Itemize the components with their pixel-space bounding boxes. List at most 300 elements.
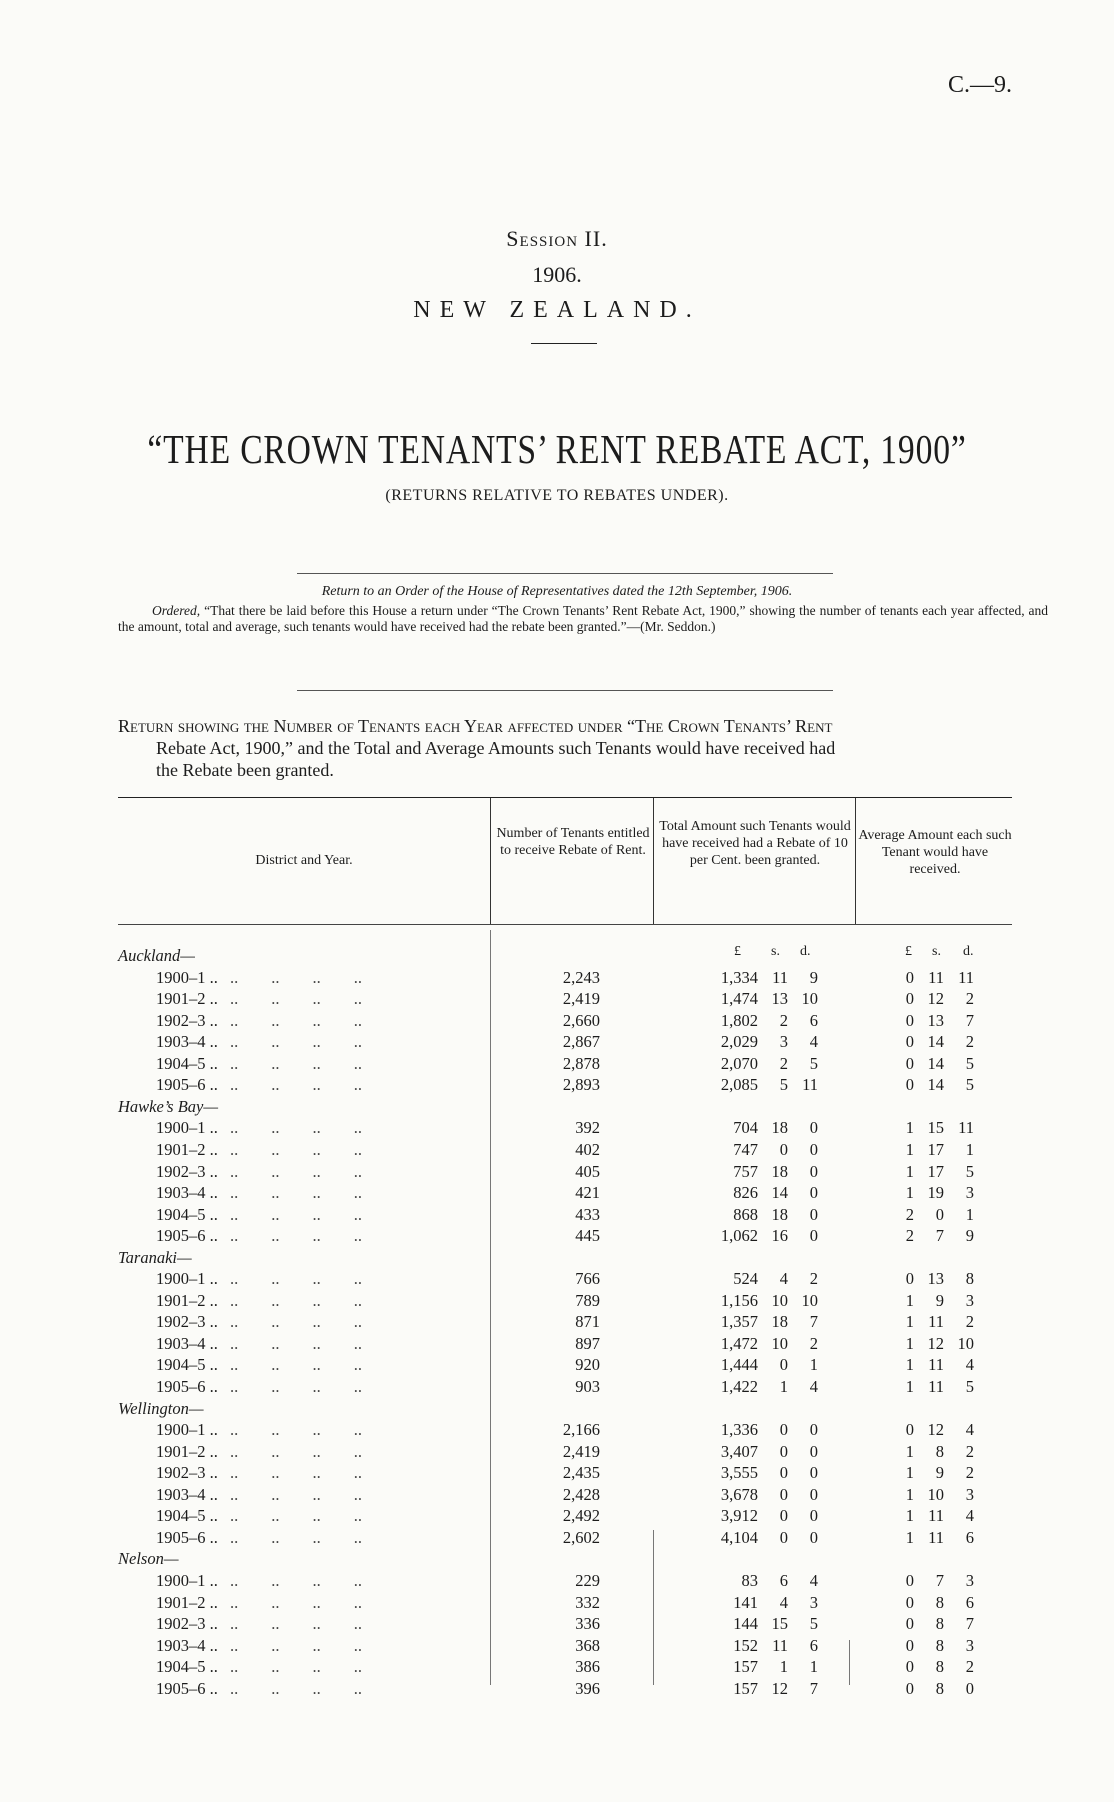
- average-pounds-cell: 0: [905, 1053, 914, 1073]
- tenants-cell: 445: [575, 1226, 600, 1246]
- average-pence-cell: 2: [965, 1441, 974, 1461]
- total-pounds-cell: 3,678: [720, 1484, 758, 1504]
- district-name: Auckland—: [118, 946, 195, 965]
- tenants-cell: 402: [575, 1139, 600, 1159]
- table-row: [0, 1269, 1114, 1291]
- average-pounds-cell: 1: [905, 1463, 914, 1483]
- total-shillings-cell: 11: [772, 1635, 788, 1655]
- average-pence-cell: 7: [965, 1614, 974, 1634]
- table-row: [0, 1011, 1114, 1033]
- unit-shillings: s.: [771, 944, 780, 959]
- ordered-label: Ordered,: [152, 603, 201, 618]
- leader-dots: .. .. .. ..: [230, 1592, 362, 1612]
- average-pence-cell: 5: [965, 1053, 974, 1073]
- district-heading-row: [0, 1549, 1114, 1571]
- total-pounds-cell: 2,070: [720, 1053, 758, 1073]
- average-pence-cell: 0: [965, 1678, 974, 1698]
- total-shillings-cell: 18: [771, 1312, 788, 1332]
- average-pounds-cell: 1: [905, 1377, 914, 1396]
- table-row: [0, 1334, 1114, 1356]
- tenants-cell: 332: [575, 1592, 600, 1612]
- average-shillings-cell: 8: [935, 1441, 944, 1461]
- leader-dots: .. .. .. ..: [230, 1441, 362, 1461]
- table-row: [0, 1571, 1114, 1593]
- total-pence-cell: 5: [809, 1614, 818, 1634]
- total-pence-cell: 7: [809, 1312, 818, 1332]
- total-shillings-cell: 0: [779, 1484, 788, 1504]
- total-shillings-cell: 3: [779, 1032, 788, 1052]
- district-heading-row: [0, 1097, 1114, 1119]
- average-shillings-cell: 11: [928, 1377, 944, 1396]
- year-cell: 1904–5 ..: [156, 1053, 218, 1073]
- total-shillings-cell: 0: [779, 1463, 788, 1483]
- return-caption-line1: Return showing the Number of Tenants each Year affected under “The Crown Tenants’ Rent: [118, 716, 833, 736]
- total-pounds-cell: 1,334: [720, 967, 758, 987]
- average-pounds-cell: 1: [905, 1139, 914, 1159]
- table-row: [0, 1226, 1114, 1248]
- tenants-cell: 903: [575, 1377, 600, 1396]
- total-pence-cell: 6: [809, 1010, 818, 1030]
- average-pounds-cell: 2: [905, 1226, 914, 1246]
- tenants-cell: 2,428: [562, 1484, 600, 1504]
- leader-dots: .. .. .. ..: [230, 1226, 362, 1246]
- average-pence-cell: 2: [965, 1657, 974, 1677]
- total-shillings-cell: 18: [771, 1204, 788, 1224]
- average-pence-cell: 2: [965, 1032, 974, 1052]
- district-heading-row: [0, 1399, 1114, 1421]
- year-cell: 1905–6 ..: [156, 1377, 218, 1396]
- total-pounds-cell: 1,357: [720, 1312, 758, 1332]
- total-pence-cell: 0: [809, 1527, 818, 1547]
- total-shillings-cell: 11: [772, 967, 788, 987]
- table-row: [0, 1140, 1114, 1162]
- total-pence-cell: 2: [809, 1269, 818, 1289]
- leader-dots: .. .. .. ..: [230, 1312, 362, 1332]
- year-cell: 1903–4 ..: [156, 1333, 218, 1353]
- total-pounds-cell: 1,156: [720, 1290, 758, 1310]
- header-total-amount: Total Amount such Tenants would have received had a Rebate of 10 per Cent. been granted.: [659, 819, 851, 868]
- act-subtitle: (RETURNS RELATIVE TO REBATES UNDER).: [385, 487, 729, 504]
- total-shillings-cell: 1: [779, 1657, 788, 1677]
- year-cell: 1903–4 ..: [156, 1484, 218, 1504]
- total-pence-cell: 7: [809, 1678, 818, 1698]
- average-shillings-cell: 11: [928, 1506, 944, 1526]
- average-pounds-cell: 0: [905, 1075, 914, 1095]
- average-pounds-cell: 0: [905, 967, 914, 987]
- header-average-amount: Average Amount each such Tenant would have received.: [858, 828, 1012, 877]
- tenants-cell: 2,166: [562, 1420, 600, 1440]
- total-shillings-cell: 14: [771, 1183, 788, 1203]
- order-reference: Return to an Order of the House of Representatives dated the 12th September, 1906.: [321, 584, 793, 599]
- average-pounds-cell: 1: [905, 1118, 914, 1138]
- leader-dots: .. .. .. ..: [230, 1118, 362, 1138]
- leader-dots: .. .. .. ..: [230, 1269, 362, 1289]
- tenants-cell: 766: [575, 1269, 600, 1289]
- leader-dots: .. .. .. ..: [230, 1075, 362, 1095]
- country-heading: NEW ZEALAND.: [413, 297, 701, 323]
- average-pounds-cell: 0: [905, 1614, 914, 1634]
- table-row: [0, 1312, 1114, 1334]
- average-pence-cell: 11: [958, 967, 974, 987]
- average-pounds-cell: 1: [905, 1506, 914, 1526]
- leader-dots: .. .. .. ..: [230, 1290, 362, 1310]
- tenants-cell: 2,893: [562, 1075, 600, 1095]
- total-pounds-cell: 704: [733, 1118, 758, 1138]
- return-caption-line3: the Rebate been granted.: [156, 760, 334, 780]
- leader-dots: .. .. .. ..: [230, 967, 362, 987]
- average-shillings-cell: 11: [928, 1527, 944, 1547]
- leader-dots: .. .. .. ..: [230, 1506, 362, 1526]
- year-cell: 1903–4 ..: [156, 1635, 218, 1655]
- average-shillings-cell: 0: [935, 1204, 944, 1224]
- total-pence-cell: 2: [809, 1333, 818, 1353]
- tenants-cell: 2,867: [562, 1032, 600, 1052]
- average-shillings-cell: 11: [928, 967, 944, 987]
- table-row: [0, 1183, 1114, 1205]
- average-pounds-cell: 1: [905, 1290, 914, 1310]
- total-pounds-cell: 157: [733, 1678, 758, 1698]
- table-row: [0, 1075, 1114, 1097]
- year-cell: 1901–2 ..: [156, 1139, 218, 1159]
- year-cell: 1902–3 ..: [156, 1010, 218, 1030]
- year-cell: 1905–6 ..: [156, 1075, 218, 1095]
- average-shillings-cell: 12: [927, 989, 944, 1009]
- tenants-cell: 229: [575, 1570, 600, 1590]
- table-row: [0, 1528, 1114, 1550]
- average-pence-cell: 9: [965, 1226, 974, 1246]
- year-cell: 1902–3 ..: [156, 1312, 218, 1332]
- table-row: [0, 1377, 1114, 1399]
- tenants-cell: 789: [575, 1290, 600, 1310]
- unit-pence: d.: [963, 944, 974, 959]
- total-shillings-cell: 18: [771, 1118, 788, 1138]
- average-pounds-cell: 0: [905, 1635, 914, 1655]
- average-shillings-cell: 10: [927, 1484, 944, 1504]
- leader-dots: .. .. .. ..: [230, 1377, 362, 1396]
- district-heading-row: [0, 946, 1114, 968]
- total-pence-cell: 0: [809, 1506, 818, 1526]
- average-shillings-cell: 15: [927, 1118, 944, 1138]
- average-pounds-cell: 1: [905, 1312, 914, 1332]
- average-pence-cell: 1: [965, 1139, 974, 1159]
- total-pounds-cell: 1,472: [720, 1333, 758, 1353]
- total-pence-cell: 0: [809, 1441, 818, 1461]
- leader-dots: .. .. .. ..: [230, 1614, 362, 1634]
- total-pence-cell: 0: [809, 1204, 818, 1224]
- total-pence-cell: 4: [809, 1032, 818, 1052]
- table-row: [0, 1420, 1114, 1442]
- tenants-cell: 871: [575, 1312, 600, 1332]
- average-pence-cell: 4: [965, 1506, 974, 1526]
- tenants-cell: 2,878: [562, 1053, 600, 1073]
- total-pounds-cell: 1,474: [720, 989, 758, 1009]
- year-cell: 1902–3 ..: [156, 1463, 218, 1483]
- total-pence-cell: 11: [802, 1075, 818, 1095]
- return-caption-line2: Rebate Act, 1900,” and the Total and Average Amounts such Tenants would have received had: [156, 738, 836, 758]
- header-district-year: District and Year.: [255, 853, 353, 868]
- tenants-cell: 2,602: [562, 1527, 600, 1547]
- tenants-cell: 2,660: [562, 1010, 600, 1030]
- column-divider: [855, 798, 856, 924]
- year-cell: 1901–2 ..: [156, 1592, 218, 1612]
- average-pence-cell: 3: [965, 1484, 974, 1504]
- year-cell: 1900–1 ..: [156, 1118, 218, 1138]
- year-cell: 1900–1 ..: [156, 967, 218, 987]
- total-pounds-cell: 524: [733, 1269, 758, 1289]
- year-cell: 1905–6 ..: [156, 1678, 218, 1698]
- leader-dots: .. .. .. ..: [230, 1139, 362, 1159]
- tenants-cell: 2,492: [562, 1506, 600, 1526]
- total-pounds-cell: 868: [733, 1204, 758, 1224]
- average-pence-cell: 3: [965, 1570, 974, 1590]
- table-row: [0, 1506, 1114, 1528]
- average-pence-cell: 11: [958, 1118, 974, 1138]
- table-top-rule: [118, 797, 1012, 798]
- table-row: [0, 1032, 1114, 1054]
- total-shillings-cell: 18: [771, 1161, 788, 1181]
- average-pence-cell: 6: [965, 1527, 974, 1547]
- average-pence-cell: 7: [965, 1010, 974, 1030]
- tenants-cell: 920: [575, 1355, 600, 1375]
- average-pence-cell: 3: [965, 1183, 974, 1203]
- leader-dots: .. .. .. ..: [230, 1355, 362, 1375]
- total-shillings-cell: 4: [779, 1592, 788, 1612]
- tenants-cell: 421: [575, 1183, 600, 1203]
- year-cell: 1901–2 ..: [156, 1290, 218, 1310]
- average-shillings-cell: 8: [935, 1657, 944, 1677]
- year-cell: 1903–4 ..: [156, 1032, 218, 1052]
- total-pence-cell: 1: [809, 1657, 818, 1677]
- tenants-cell: 386: [575, 1657, 600, 1677]
- average-pounds-cell: 0: [905, 1032, 914, 1052]
- average-pence-cell: 5: [965, 1161, 974, 1181]
- leader-dots: .. .. .. ..: [230, 1420, 362, 1440]
- total-shillings-cell: 0: [779, 1506, 788, 1526]
- order-text: [118, 603, 1048, 635]
- total-pounds-cell: 1,802: [720, 1010, 758, 1030]
- total-pence-cell: 9: [809, 967, 818, 987]
- document-code: C.—9.: [948, 72, 1013, 98]
- average-pounds-cell: 0: [905, 1592, 914, 1612]
- total-pounds-cell: 83: [741, 1570, 758, 1590]
- tenants-cell: 396: [575, 1678, 600, 1698]
- year-heading: 1906.: [532, 262, 582, 287]
- average-shillings-cell: 7: [935, 1226, 944, 1246]
- total-shillings-cell: 10: [771, 1290, 788, 1310]
- tenants-cell: 2,243: [562, 967, 600, 987]
- unit-shillings: s.: [932, 944, 941, 959]
- session-heading: Session II.: [506, 226, 608, 251]
- total-shillings-cell: 5: [779, 1075, 788, 1095]
- average-pence-cell: 2: [965, 1463, 974, 1483]
- total-pence-cell: 5: [809, 1053, 818, 1073]
- total-shillings-cell: 4: [779, 1269, 788, 1289]
- average-pence-cell: 3: [965, 1290, 974, 1310]
- tenants-cell: 2,419: [562, 989, 600, 1009]
- average-shillings-cell: 13: [927, 1010, 944, 1030]
- average-pence-cell: 5: [965, 1377, 974, 1396]
- year-cell: 1904–5 ..: [156, 1657, 218, 1677]
- leader-dots: .. .. .. ..: [230, 1570, 362, 1590]
- tenants-cell: 433: [575, 1204, 600, 1224]
- average-pounds-cell: 0: [905, 1420, 914, 1440]
- average-pounds-cell: 2: [905, 1204, 914, 1224]
- total-pence-cell: 4: [809, 1570, 818, 1590]
- district-name: Hawke’s Bay—: [118, 1096, 219, 1116]
- table-row: [0, 1614, 1114, 1636]
- year-cell: 1904–5 ..: [156, 1506, 218, 1526]
- average-pence-cell: 4: [965, 1420, 974, 1440]
- average-pence-cell: 10: [957, 1333, 974, 1353]
- total-pence-cell: 0: [809, 1420, 818, 1440]
- total-pounds-cell: 1,422: [720, 1377, 758, 1396]
- average-pounds-cell: 0: [905, 1269, 914, 1289]
- total-pounds-cell: 4,104: [720, 1527, 758, 1547]
- table-row: [0, 1054, 1114, 1076]
- average-shillings-cell: 19: [927, 1183, 944, 1203]
- average-shillings-cell: 12: [927, 1333, 944, 1353]
- table-row: [0, 1463, 1114, 1485]
- average-shillings-cell: 7: [935, 1570, 944, 1590]
- total-shillings-cell: 10: [771, 1333, 788, 1353]
- total-pounds-cell: 3,912: [720, 1506, 758, 1526]
- column-divider: [490, 798, 491, 924]
- total-pounds-cell: 144: [733, 1614, 758, 1634]
- average-shillings-cell: 9: [935, 1463, 944, 1483]
- total-pence-cell: 3: [809, 1592, 818, 1612]
- total-pounds-cell: 1,444: [720, 1355, 758, 1375]
- average-shillings-cell: 8: [935, 1614, 944, 1634]
- divider: [297, 573, 833, 574]
- leader-dots: .. .. .. ..: [230, 1463, 362, 1483]
- total-pence-cell: 1: [809, 1355, 818, 1375]
- total-pounds-cell: 141: [733, 1592, 758, 1612]
- district-name: Taranaki—: [118, 1247, 192, 1267]
- total-pounds-cell: 2,085: [720, 1075, 758, 1095]
- total-pence-cell: 6: [809, 1635, 818, 1655]
- leader-dots: .. .. .. ..: [230, 1635, 362, 1655]
- total-pounds-cell: 2,029: [720, 1032, 758, 1052]
- total-pence-cell: 10: [801, 1290, 818, 1310]
- leader-dots: .. .. .. ..: [230, 1527, 362, 1547]
- leader-dots: .. .. .. ..: [230, 1678, 362, 1698]
- average-pounds-cell: 0: [905, 1678, 914, 1698]
- table-row: [0, 1118, 1114, 1140]
- leader-dots: .. .. .. ..: [230, 1010, 362, 1030]
- district-name: Nelson—: [118, 1549, 179, 1569]
- average-shillings-cell: 14: [927, 1053, 944, 1073]
- average-shillings-cell: 14: [927, 1032, 944, 1052]
- table-row: [0, 1679, 1114, 1701]
- act-title: “THE CROWN TENANTS’ RENT REBATE ACT, 1900”: [147, 426, 967, 472]
- average-pounds-cell: 0: [905, 989, 914, 1009]
- total-shillings-cell: 0: [779, 1420, 788, 1440]
- total-shillings-cell: 0: [779, 1441, 788, 1461]
- average-pounds-cell: 1: [905, 1484, 914, 1504]
- year-cell: 1902–3 ..: [156, 1161, 218, 1181]
- unit-pounds: £: [905, 944, 912, 959]
- average-pounds-cell: 1: [905, 1333, 914, 1353]
- column-divider: [653, 798, 654, 924]
- average-pounds-cell: 0: [905, 1657, 914, 1677]
- total-shillings-cell: 0: [779, 1139, 788, 1159]
- average-shillings-cell: 17: [927, 1161, 944, 1181]
- year-cell: 1903–4 ..: [156, 1183, 218, 1203]
- year-cell: 1900–1 ..: [156, 1420, 218, 1440]
- total-shillings-cell: 15: [771, 1614, 788, 1634]
- total-pounds-cell: 826: [733, 1183, 758, 1203]
- year-cell: 1900–1 ..: [156, 1269, 218, 1289]
- average-shillings-cell: 11: [928, 1312, 944, 1332]
- average-shillings-cell: 11: [928, 1355, 944, 1375]
- year-cell: 1902–3 ..: [156, 1614, 218, 1634]
- total-pence-cell: 0: [809, 1118, 818, 1138]
- table-row: [0, 1162, 1114, 1184]
- average-pence-cell: 3: [965, 1635, 974, 1655]
- tenants-cell: 392: [575, 1118, 600, 1138]
- total-pounds-cell: 152: [733, 1635, 758, 1655]
- total-pounds-cell: 157: [733, 1657, 758, 1677]
- table-row: [0, 989, 1114, 1011]
- total-pence-cell: 0: [809, 1484, 818, 1504]
- average-pence-cell: 2: [965, 989, 974, 1009]
- unit-pence: d.: [800, 944, 811, 959]
- divider: [297, 690, 833, 691]
- leader-dots: .. .. .. ..: [230, 1204, 362, 1224]
- average-pence-cell: 5: [965, 1075, 974, 1095]
- ordered-body: “That there be laid before this House a return under “The Crown Tenants’ Rent Rebate Act, 1900,” showing the number of tenants each year affected, and the amount, total and average, such tenants would have received had the rebate been granted.”—(Mr. Seddon.): [118, 603, 1049, 634]
- total-pence-cell: 0: [809, 1139, 818, 1159]
- leader-dots: .. .. .. ..: [230, 1333, 362, 1353]
- table-row: [0, 1355, 1114, 1377]
- total-pence-cell: 0: [809, 1183, 818, 1203]
- total-shillings-cell: 1: [779, 1377, 788, 1396]
- average-pence-cell: 8: [965, 1269, 974, 1289]
- average-pence-cell: 1: [965, 1204, 974, 1224]
- table-row: [0, 1291, 1114, 1313]
- district-name: Wellington—: [118, 1398, 204, 1418]
- average-pounds-cell: 0: [905, 1570, 914, 1590]
- total-shillings-cell: 0: [779, 1527, 788, 1547]
- leader-dots: .. .. .. ..: [230, 1484, 362, 1504]
- tenants-cell: 368: [575, 1635, 600, 1655]
- year-cell: 1904–5 ..: [156, 1204, 218, 1224]
- leader-dots: .. .. .. ..: [230, 1032, 362, 1052]
- leader-dots: .. .. .. ..: [230, 1161, 362, 1181]
- average-shillings-cell: 12: [927, 1420, 944, 1440]
- table-row: [0, 1205, 1114, 1227]
- total-shillings-cell: 2: [779, 1053, 788, 1073]
- average-shillings-cell: 17: [927, 1139, 944, 1159]
- total-shillings-cell: 6: [779, 1570, 788, 1590]
- table-row: [0, 1636, 1114, 1658]
- leader-dots: .. .. .. ..: [230, 1657, 362, 1677]
- total-shillings-cell: 12: [771, 1678, 788, 1698]
- average-pounds-cell: 1: [905, 1161, 914, 1181]
- year-cell: 1905–6 ..: [156, 1527, 218, 1547]
- average-shillings-cell: 8: [935, 1592, 944, 1612]
- leader-dots: .. .. .. ..: [230, 989, 362, 1009]
- tenants-cell: 336: [575, 1614, 600, 1634]
- unit-pounds: £: [734, 944, 741, 959]
- total-shillings-cell: 0: [779, 1355, 788, 1375]
- district-heading-row: [0, 1248, 1114, 1270]
- average-pounds-cell: 1: [905, 1527, 914, 1547]
- return-caption: [118, 715, 1020, 781]
- total-pence-cell: 0: [809, 1463, 818, 1483]
- tenants-cell: 405: [575, 1161, 600, 1181]
- average-pounds-cell: 1: [905, 1355, 914, 1375]
